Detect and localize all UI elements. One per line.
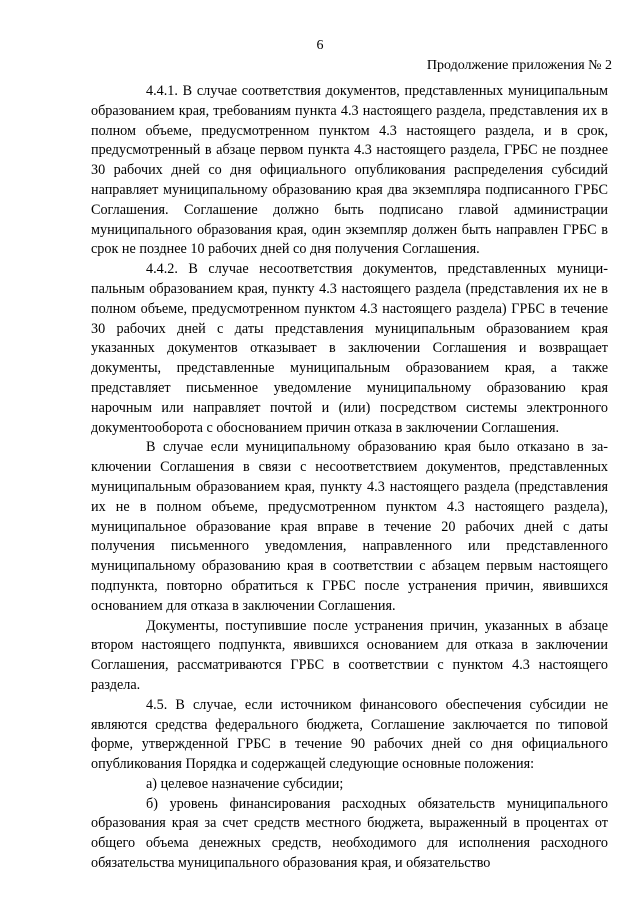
document-body <box>91 82 608 874</box>
list-item-b: б) уровень финансирования расходных обязательств муниципального образования края за счет средств местного бюджета, выраженный в процентах от общего объема денежных средств, необходимого для исполнения расходного обязательства муниципального образования края, и обязательство <box>91 795 608 872</box>
paragraph-4-5: 4.5. В случае, если источником финансового обеспечения субсидии не являются средства федерального бюджета, Соглашение заключается по типовой форме, утвержденной ГРБС в течение 90 рабочих дней со дня официального опубликования Порядка и содержащей следующие основные положения: <box>91 696 608 773</box>
list-item-a: а) целевое назначение субсидии; <box>146 775 344 792</box>
page-number: 6 <box>316 38 324 53</box>
appendix-continuation-label: Продолжение приложения № 2 <box>426 58 612 73</box>
paragraph-resubmitted-documents: Документы, поступившие после устранения причин, указанных в абзаце втором настоящего подпункта, явившихся основанием для отказа в заключении Соглашения, рассматриваются ГРБС в соответствии с пунктом 4.3 настоящего раздела. <box>91 617 608 693</box>
paragraph-4-4-2: 4.4.2. В случае несоответствия документов, представленных муниципальным образованием края, пункту 4.3 настоящего раздела (представления их не в полном объеме, предусмотренном пунктом 4.3 настоящего раздела) ГРБС в течение 30 рабочих дней с даты представления муниципальным образованием края указанных документов отказывает в заключении Соглашения и возвращает документы, представленные муниципальным образованием края, а также представляет письменное уведомление муниципальному образованию края нарочным или направляет почтой и (или) посредством системы электронного документооборота с обоснованием причин отказа в заключении Соглашения. <box>91 261 608 436</box>
paragraph-4-4-1: 4.4.1. В случае соответствия документов, представленных муниципальным образованием края, требованиям пункта 4.3 настоящего раздела, представления их в полном объеме, предусмотренном пунктом 4.3 настоящего раздела, и в срок, предусмотренный в абзаце первом пункта 4.3 настоящего раздела, ГРБС не позднее 30 рабочих дней со дня официального опубликования распределения субсидий направляет муниципальному образованию края два экземпляра подписанного ГРБС Соглашения. Соглашение должно быть подписано главой администрации муниципального образования края, один экземпляр должен быть направлен ГРБС в срок не позднее 10 рабочих дней со дня получения Соглашения. <box>91 83 608 258</box>
paragraph-refusal-resubmission: В случае если муниципальному образованию края было отказано в заключении Соглашения в связи с несоответствием документов, представленных муниципальным образованием края, пункту 4.3 настоящего раздела (представления их не в полном объеме, предусмотренном пунктом 4.3 настоящего раздела), муниципальное образование края вправе в течение 20 рабочих дней с даты получения письменного уведомления, направленного или представленного муниципальному образованию края в соответствии с абзацем первым настоящего подпункта, повторно обратиться к ГРБС после устранения причин, явившихся основанием для отказа в заключении Соглашения. <box>91 439 608 614</box>
